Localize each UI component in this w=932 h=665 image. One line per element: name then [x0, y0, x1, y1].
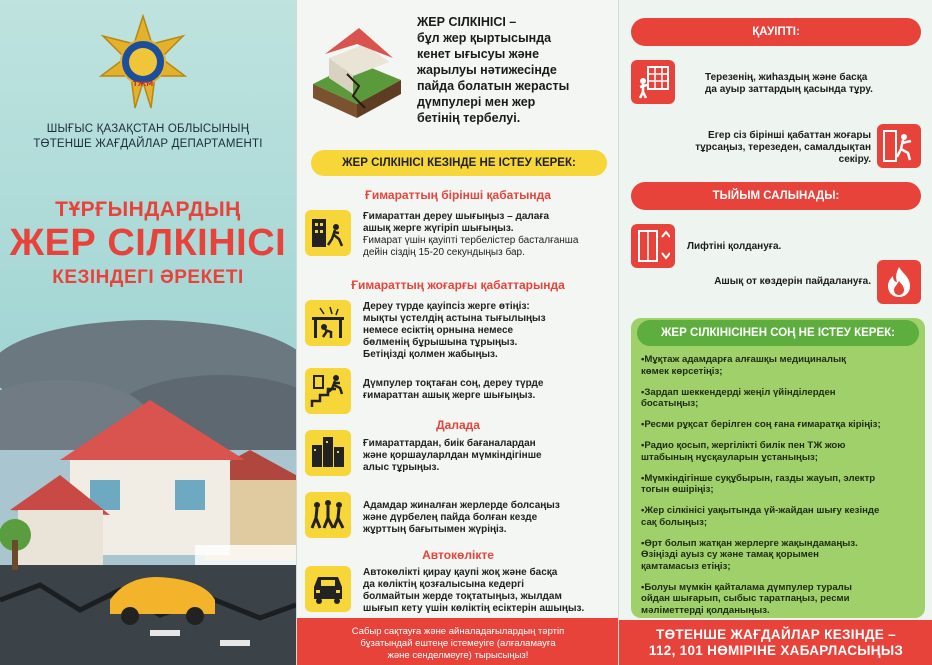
first-floor-title: Ғимараттың бірінші қабатында [365, 188, 551, 202]
outside-text: алыс тұрыңыз. [363, 462, 440, 473]
jumping-person-icon [877, 124, 921, 168]
definition-line: дүмпулері мен жер [417, 95, 536, 109]
definition-block [417, 14, 612, 126]
danger-2-line: секіру. [838, 154, 871, 165]
list-item-line: •Жер сілкінісі уақытында үй-жайдан шығу кезінде [641, 505, 880, 516]
title-line-3: КЕЗІНДЕГІ ӘРЕКЕТІ [52, 267, 244, 288]
crowd-text: жұрттың бағытымен жүріңіз. [363, 524, 507, 535]
list-item [641, 354, 921, 377]
definition-line: ЖЕР СІЛКІНІСІ – [417, 15, 517, 29]
car-icon [305, 566, 351, 612]
danger-2 [659, 130, 871, 166]
first-floor-note: дейін сіздің 15-20 секундыңыз бар. [363, 247, 525, 258]
outside-text: және қоршауларлдан мүмкіндігінше [363, 450, 542, 461]
danger-2-line: тұрсаңыз, терезеден, самалдықтан [695, 142, 871, 153]
danger-1-line: Терезенің, жиһаздың және басқа [705, 72, 868, 83]
list-item-line: сақ болыңыз; [641, 516, 708, 528]
list-item-line: қамтамасыз етіңіз; [641, 560, 731, 572]
title-line-1: ТҰРҒЫНДАРДЫҢ [55, 198, 241, 221]
title-line-2: ЖЕР СІЛКІНІСІ [9, 222, 287, 264]
list-item-line: •Мұқтаж адамдарға алғашқы медициналық [641, 354, 846, 365]
crowd-text: және дүрбелең пайда болған кезде [363, 512, 538, 523]
calm-footer [297, 618, 618, 665]
definition-line: бұл жер қыртысында [417, 31, 552, 45]
collapsing-building-icon [305, 210, 351, 256]
calm-footer-line: Сабыр сақтауға және айналадағылардың тәртіп [351, 626, 565, 637]
falling-window-icon [631, 60, 675, 104]
running-stairs-icon [305, 368, 351, 414]
org-line-1: ШЫҒЫС ҚАЗАҚСТАН ОБЛЫСЫНЫҢ [46, 123, 250, 135]
after-list [641, 354, 921, 626]
upper-floors-text: немесе есіктің орнына немесе [363, 325, 514, 336]
danger-1-line: да ауыр заттардың қасында тұру. [705, 84, 873, 95]
definition-line: кенет ығысуы және [417, 47, 540, 61]
first-floor-row [305, 210, 615, 259]
outside-row [305, 430, 615, 476]
car-text: да көліктің қозғалысына кедергі [363, 579, 525, 590]
organization-name [0, 122, 296, 152]
emblem-star-icon [95, 14, 191, 110]
list-item-line: •Мүмкіндігінше суқұбырын, газды жауып, электр [641, 472, 876, 484]
upper-floors-row [305, 300, 615, 361]
list-item-line: •Болуы мүмкін қайталама дүмпулер туралы [641, 581, 852, 593]
org-line-2: ТӨТЕНШЕ ЖАҒДАЙЛАР ДЕПАРТАМЕНТІ [33, 138, 263, 150]
list-item-line: көмек көрсетіңіз; [641, 365, 723, 377]
calm-footer-line: бұзатындай ештеңе істемеуіге (алғаламауға [360, 638, 556, 649]
after-shocks-text: ғимараттан ашық жерге шығыңыз. [363, 390, 536, 401]
upper-floors-title: Ғимараттың жоғарғы қабаттарында [351, 278, 565, 292]
first-floor-note: Ғимарат үшін қауіпті тербелістер басталғанша [363, 235, 579, 246]
list-item [641, 538, 921, 573]
hiding-under-table-icon [305, 300, 351, 346]
car-text: болмайтын жерде тоқтатыңыз, жылдам [363, 591, 562, 602]
car-text: шығып кету үшін көліктің есіктерін ашыңыз. [363, 603, 585, 614]
list-item-line: •Өрт болып жатқан жерлерге жақындамаңыз. [641, 537, 858, 549]
outside-text: Ғимараттардан, биік бағаналардан [363, 438, 536, 449]
what-to-do-header: ЖЕР СІЛКІНІСІ КЕЗІНДЕ НЕ ІСТЕУ КЕРЕК: [311, 150, 607, 176]
after-earthquake-box [631, 318, 925, 618]
list-item [641, 582, 921, 617]
list-item-line: тогын өшіріңіз; [641, 484, 714, 495]
list-item [641, 505, 921, 528]
emergency-footer-line-1: ТӨТЕНШЕ ЖАҒДАЙЛАР КЕЗІНДЕ – [656, 627, 896, 642]
elevator-icon [631, 224, 675, 268]
emergency-footer [619, 620, 932, 665]
left-panel [0, 0, 296, 665]
list-item [641, 473, 921, 496]
list-item [641, 440, 921, 463]
after-header: ЖЕР СІЛКІНІСІНЕН СОҢ НЕ ІСТЕУ КЕРЕК: [637, 320, 919, 346]
list-item [641, 387, 921, 410]
list-item-line: штабының нұсқауларын ұстаныңыз; [641, 451, 818, 463]
calm-footer-line: және сенделмеуге) тырысыңыз! [387, 650, 529, 661]
list-item-line: •Радио қосып, жергілікті билік пен ТЖ жою [641, 440, 846, 451]
list-item-line: босатыңыз; [641, 398, 699, 409]
list-item-line: ойдан шығарып, сыбыс таратпаңыз, ресми [641, 593, 850, 604]
car-title: Автокөлікте [422, 548, 494, 562]
forbidden-1: Лифтіні қолдануға. [687, 241, 782, 252]
crowd-row [305, 492, 615, 538]
after-shocks-row [305, 368, 615, 414]
middle-panel [296, 0, 618, 665]
definition-line: жарылуы нәтижесінде [417, 63, 557, 77]
first-floor-text: Ғимараттан дереу шығыңыз – далаға [363, 211, 550, 222]
upper-floors-text: бөлменің бұрышына тұрыңыз. [363, 337, 518, 348]
danger-1 [705, 72, 927, 96]
forbidden-header: ТЫЙЫМ САЛЫНАДЫ: [631, 182, 921, 210]
first-floor-text: ашық жерге жүгіріп шығыңыз. [363, 223, 514, 234]
earthquake-scene-illustration [0, 300, 296, 665]
crowd-running-icon [305, 492, 351, 538]
emergency-footer-line-2: 112, 101 НӨМІРІНЕ ХАБАРЛАСЫҢЫЗ [648, 643, 904, 658]
list-item-line: мәліметтерді қолданыңыз. [641, 604, 770, 616]
definition-line: пайда болатын жерасты [417, 79, 570, 93]
collapsing-house-icon [307, 14, 407, 124]
upper-floors-text: мықты үстелдің астына тығылыңыз [363, 313, 546, 324]
outside-title: Далада [436, 418, 480, 432]
forbidden-2: Ашық от көздерін пайдалануға. [714, 276, 871, 287]
car-text: Автокөлікті қирау қаупі жоқ және басқа [363, 567, 558, 578]
list-item-line: Өзіңізді ауыз су және тамақ қорымен [641, 549, 819, 560]
list-item-line: •Ресми рұқсат берілген соң ғана ғимаратқа кіріңіз; [641, 419, 881, 430]
list-item [641, 419, 921, 431]
fire-icon [877, 260, 921, 304]
emblem-text: ТЖМ [132, 80, 154, 88]
upper-floors-text: Бетіңізді қолмен жабыңыз. [363, 349, 498, 360]
upper-floors-text: Дереу түрде қауіпсіз жерге өтіңіз: [363, 301, 530, 312]
buildings-icon [305, 430, 351, 476]
after-shocks-text: Дүмпулер тоқтаған соң, дереу түрде [363, 378, 544, 389]
list-item-line: •Зардап шеккендерді жеңіл үйінділерден [641, 386, 836, 398]
definition-line: бетінің тербелуі. [417, 111, 521, 125]
right-panel [618, 0, 932, 665]
car-row [305, 566, 615, 615]
crowd-text: Адамдар жиналған жерлерде болсаңыз [363, 500, 560, 511]
danger-header: ҚАУІПТІ: [631, 18, 921, 46]
danger-2-line: Егер сіз бірінші қабаттан жоғары [708, 130, 871, 141]
